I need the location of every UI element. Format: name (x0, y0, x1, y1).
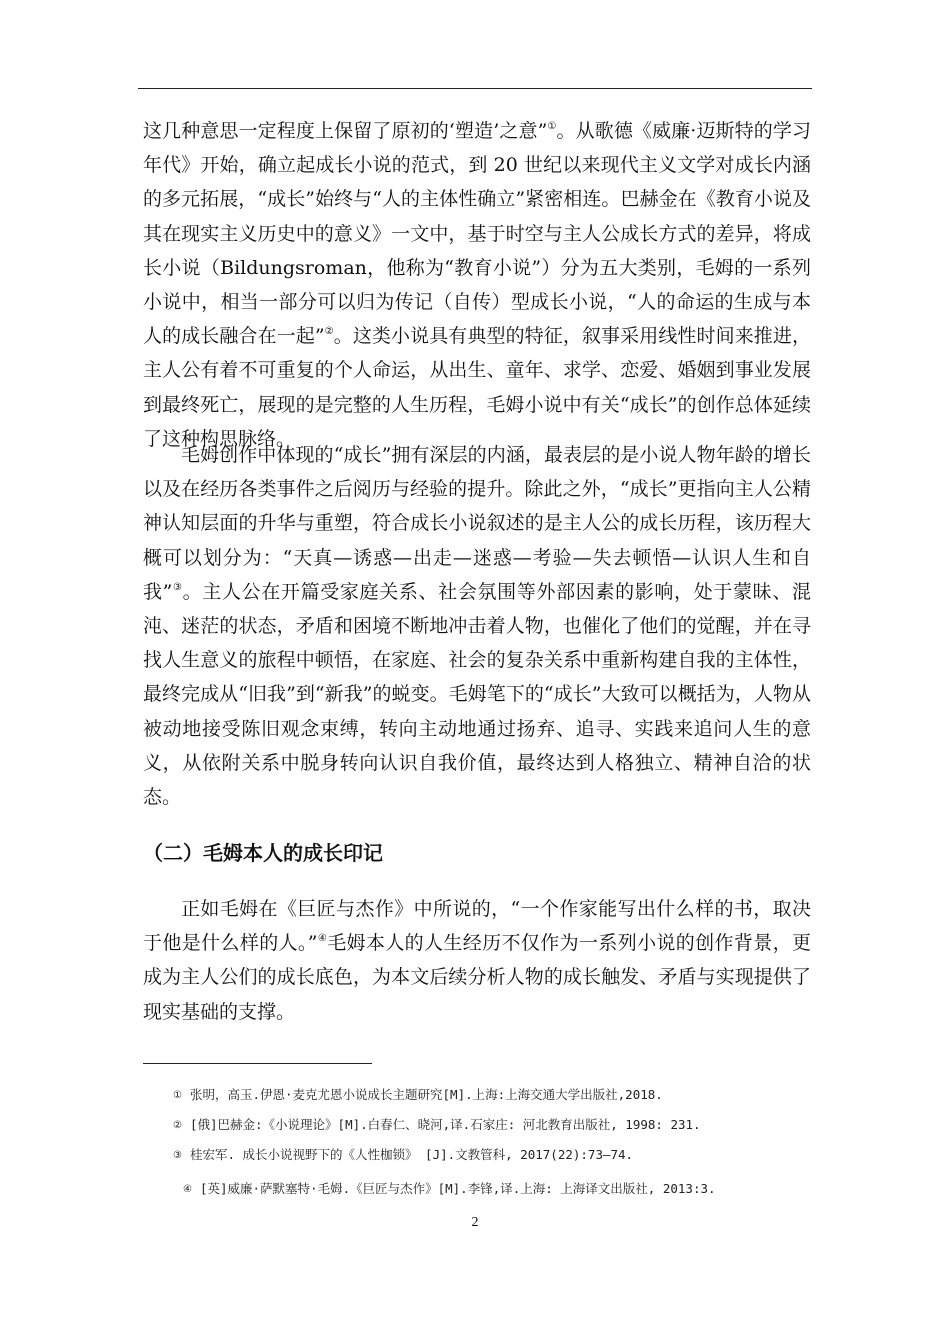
page-number: 2 (471, 1215, 479, 1230)
footnote-mark: ① (173, 1090, 182, 1101)
footnote-separator (143, 1063, 372, 1064)
footnote-text: 张明，高玉.伊恩·麦克尤恩小说成长主题研究[M].上海:上海交通大学出版社,2018. (189, 1087, 663, 1102)
footnote-mark: ③ (173, 1150, 182, 1161)
footnote-1 (173, 1086, 663, 1105)
paragraph-text: 毛姆本人的人生经历不仅作为一系列小说的创作背景，更成为主人公们的成长底色，为本文后续分析人物的成长触发、矛盾与实现提供了现实基础的支撑。 (143, 932, 811, 1023)
section-heading: （二）毛姆本人的成长印记 (143, 841, 383, 865)
paragraph-text: 这几种意思一定程度上保留了原初的‘塑造’之意” (143, 120, 548, 142)
footnote-mark: ④ (183, 1184, 192, 1195)
footnote-text: 桂宏军. 成长小说视野下的《人性枷锁》 [J].文教管科, 2017(22):73—74. (189, 1147, 634, 1162)
paragraph-text: 。从歌德《威廉·迈斯特的学习年代》开始，确立起成长小说的范式，到 20 世纪以来现代主义文学对成长内涵的多元拓展，“成长”始终与“人的主体性确立”紧密相连。巴赫金在《教育小说及其在现实主义历史中的意义》一文中，基于时空与主人公成长方式的差异，将成长小说（Bildungsroman，他称为“教育小说”）分为五大类别，毛姆的一系列小说中，相当一部分可以归为传记（自传）型成长小说，“人的命运的生成与本人的成长融合在一起” (143, 120, 812, 348)
footnote-ref-1[interactable]: ① (547, 121, 557, 132)
footnote-ref-3[interactable]: ③ (172, 581, 183, 593)
body-paragraph-3 (143, 892, 811, 1029)
footnote-4 (183, 1180, 716, 1199)
footnote-text: [俄]巴赫金:《小说理论》[M].白春仁、晓河,译.石家庄: 河北教育出版社, 1998: 231. (189, 1117, 701, 1132)
footnote-3 (173, 1146, 633, 1165)
paragraph-text: 。主人公在开篇受家庭关系、社会氛围等外部因素的影响，处于蒙昧、混沌、迷茫的状态，矛盾和困境不断地冲击着人物，也催化了他们的觉醒，并在寻找人生意义的旅程中顿悟，在家庭、社会的复杂关系中重新构建自我的主体性，最终完成从“旧我”到“新我”的蜕变。毛姆笔下的“成长”大致可以概括为，人物从被动地接受陈旧观念束缚，转向主动地通过扬弃、追寻、实践来追问人生的意义，从依附关系中脱身转向认识自我价值，最终达到人格独立、精神自洽的状态。 (143, 580, 811, 809)
footnote-ref-2[interactable]: ② (324, 326, 334, 338)
footnote-2 (173, 1116, 701, 1135)
body-paragraph-2 (143, 438, 811, 814)
paragraph-text: 毛姆创作中体现的“成长”拥有深层的内涵，最表层的是小说人物年龄的增长以及在经历各类事件之后阅历与经验的提升。除此之外，“成长”更指向主人公精神认知层面的升华与重塑，符合成长小说叙述的是主人公的成长历程，该历程大概可以划分为：“天真—诱惑—出走—迷惑—考验—失去顿悟—认识人生和自我” (143, 444, 811, 603)
footnote-text: [英]威廉·萨默塞特·毛姆.《巨匠与杰作》[M].李锋,译.上海: 上海译文出版社, 2013:3. (199, 1181, 716, 1196)
footnote-mark: ② (173, 1120, 182, 1131)
body-paragraph-1 (143, 114, 811, 456)
paragraph-text: 正如毛姆在《巨匠与杰作》中所说的，“一个作家能写出什么样的书，取决于他是什么样的人。” (143, 898, 811, 955)
footnote-ref-4[interactable]: ④ (317, 933, 328, 945)
paragraph-text: 。这类小说具有典型的特征，叙事采用线性时间来推进，主人公有着不可重复的个人命运，从出生、童年、求学、恋爱、婚姻到事业发展到最终死亡，展现的是完整的人生历程，毛姆小说中有关“成长”的创作总体延续了这种构思脉络。 (143, 325, 811, 450)
header-rule (138, 88, 812, 89)
